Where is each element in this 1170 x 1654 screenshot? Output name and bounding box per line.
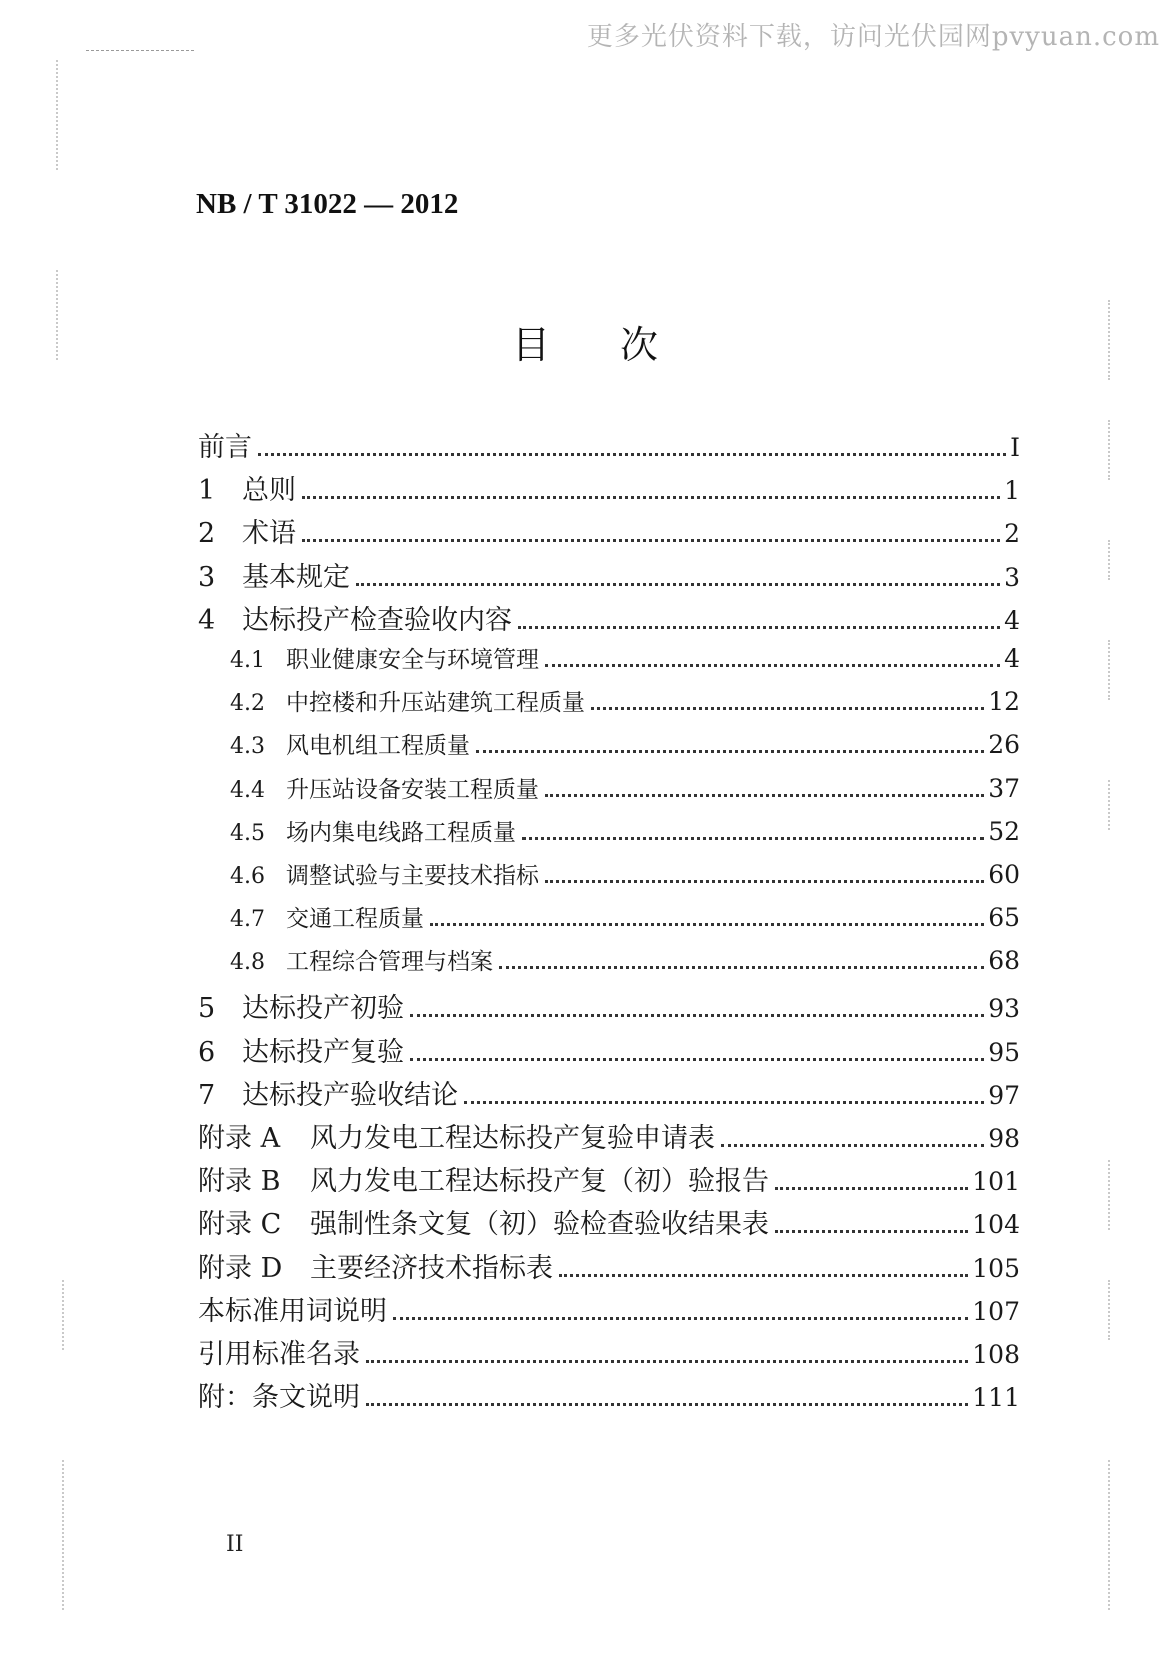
toc-entry-label: 达标投产检查验收内容	[242, 604, 512, 636]
toc-entry	[198, 511, 1020, 554]
toc-dot-leader	[410, 1014, 984, 1017]
scan-edge-mark	[62, 1460, 64, 1610]
toc-dot-leader	[366, 1403, 968, 1406]
toc-dot-leader	[775, 1187, 968, 1190]
toc-entry-page: 101	[972, 1167, 1020, 1197]
toc-entry-number: 2	[198, 518, 216, 550]
toc-entry-number: 7	[198, 1079, 216, 1111]
toc-entry	[198, 1073, 1020, 1116]
toc-entry	[198, 986, 1020, 1029]
toc-dot-leader	[545, 664, 1000, 667]
toc-entry-number: 附录 D	[198, 1252, 283, 1284]
toc-entry-number: 1	[198, 475, 216, 507]
toc-entry-label: 风力发电工程达标投产复验申请表	[310, 1123, 715, 1154]
toc-entry-label: 总则	[242, 475, 296, 507]
toc-entry	[198, 684, 1020, 727]
toc-entry	[198, 425, 1020, 468]
watermark-text: 更多光伏资料下载，访问光伏园网pvyuan.com	[586, 22, 1160, 52]
toc-entry-number: 6	[198, 1036, 216, 1068]
toc-entry-page: 107	[972, 1296, 1020, 1326]
toc-entry-page: 65	[988, 903, 1020, 933]
toc-entry-number: 4.4	[230, 777, 265, 803]
toc-entry-page: 4	[1004, 605, 1020, 635]
toc-entry-page: I	[1010, 433, 1020, 462]
toc-entry-page: 1	[1004, 476, 1020, 506]
toc-entry-label: 达标投产初验	[242, 993, 404, 1025]
toc-entry-number: 4.3	[230, 734, 265, 760]
toc-entry-page: 68	[988, 946, 1020, 976]
toc-entry	[198, 727, 1020, 770]
toc-entry	[198, 468, 1020, 511]
toc-entry	[198, 771, 1020, 814]
toc-entry-page: 105	[972, 1253, 1020, 1283]
toc-entry-number: 附录 B	[198, 1166, 281, 1198]
toc-entry	[198, 641, 1020, 684]
toc-entry-label: 调整试验与主要技术指标	[286, 862, 539, 889]
toc-entry-label: 强制性条文复（初）验检查验收结果表	[310, 1209, 769, 1241]
toc-entry-label: 工程综合管理与档案	[286, 949, 493, 976]
toc-entry-page: 111	[972, 1383, 1020, 1413]
toc-entry-label: 交通工程质量	[286, 906, 424, 933]
toc-dot-leader	[499, 966, 984, 969]
toc-entry	[198, 598, 1020, 641]
scan-edge-mark	[1108, 1160, 1110, 1230]
toc-entry	[198, 900, 1020, 943]
toc-dot-leader	[775, 1230, 968, 1233]
toc-entry-number: 附录 C	[198, 1209, 282, 1241]
toc-dot-leader	[302, 496, 1000, 499]
toc-dot-leader	[302, 539, 1000, 542]
toc-dot-leader	[518, 626, 1000, 629]
toc-dot-leader	[476, 750, 984, 753]
table-of-contents	[198, 425, 1020, 1418]
toc-entry-label: 风电机组工程质量	[286, 733, 470, 760]
toc-dot-leader	[464, 1101, 984, 1104]
toc-entry	[198, 857, 1020, 900]
toc-entry-page: 104	[972, 1210, 1020, 1240]
toc-entry-number: 4.2	[230, 691, 265, 717]
toc-entry	[198, 1375, 1020, 1418]
toc-dot-leader	[393, 1317, 968, 1320]
toc-entry-page: 98	[988, 1124, 1020, 1153]
toc-entry-number: 4.5	[230, 820, 265, 846]
toc-dot-leader	[591, 707, 984, 710]
toc-entry-page: 93	[988, 994, 1020, 1024]
toc-entry-label: 中控楼和升压站建筑工程质量	[286, 690, 585, 717]
scan-edge-mark	[1108, 780, 1110, 830]
toc-entry-label: 基本规定	[242, 561, 350, 593]
toc-entry-page: 4	[1004, 643, 1020, 673]
toc-entry-label: 术语	[242, 518, 296, 550]
scan-edge-mark	[62, 1280, 64, 1350]
toc-entry-label: 风力发电工程达标投产复（初）验报告	[310, 1166, 769, 1198]
toc-dot-leader	[545, 794, 984, 797]
toc-entry	[198, 1116, 1020, 1159]
toc-dot-leader	[721, 1144, 984, 1147]
top-rule	[86, 50, 194, 51]
scan-edge-mark	[1108, 420, 1110, 480]
toc-dot-leader	[522, 837, 984, 840]
toc-entry-number: 4.7	[230, 907, 265, 933]
toc-title: 目次	[511, 323, 728, 367]
toc-entry-label: 场内集电线路工程质量	[286, 819, 516, 846]
toc-entry	[198, 555, 1020, 598]
toc-entry-page: 108	[972, 1339, 1020, 1369]
toc-dot-leader	[258, 453, 1006, 456]
page-number: II	[226, 1532, 244, 1557]
toc-entry-page: 52	[988, 816, 1020, 846]
toc-entry-label: 主要经济技术指标表	[310, 1252, 553, 1284]
scan-edge-mark	[1108, 540, 1110, 580]
toc-entry-label: 达标投产复验	[242, 1036, 404, 1068]
toc-entry-page: 2	[1004, 519, 1020, 549]
toc-entry-number: 3	[198, 561, 216, 593]
toc-entry	[198, 1289, 1020, 1332]
toc-dot-leader	[545, 880, 984, 883]
toc-dot-leader	[356, 583, 1000, 586]
toc-entry-number: 4.8	[230, 950, 265, 976]
toc-entry	[198, 814, 1020, 857]
toc-entry-page: 97	[988, 1080, 1020, 1110]
toc-entry-page: 12	[988, 687, 1020, 717]
toc-entry	[198, 1246, 1020, 1289]
toc-entry-page: 95	[988, 1037, 1020, 1067]
toc-entry	[198, 943, 1020, 986]
toc-entry-label: 引用标准名录	[198, 1338, 360, 1370]
toc-entry-label: 职业健康安全与环境管理	[286, 646, 539, 673]
toc-dot-leader	[366, 1360, 968, 1363]
toc-entry-page: 3	[1004, 562, 1020, 592]
toc-entry-page: 60	[988, 859, 1020, 889]
toc-entry-number: 4.6	[230, 863, 265, 889]
toc-entry-number: 附录 A	[198, 1123, 281, 1154]
standard-code: NB / T 31022 — 2012	[196, 188, 459, 220]
toc-entry	[198, 1030, 1020, 1073]
toc-entry-label: 本标准用词说明	[198, 1295, 387, 1327]
toc-entry	[198, 1202, 1020, 1245]
toc-entry	[198, 1159, 1020, 1202]
toc-entry-page: 26	[988, 730, 1020, 760]
scan-edge-mark	[56, 60, 58, 170]
toc-dot-leader	[430, 923, 984, 926]
toc-entry-label: 附：条文说明	[198, 1382, 360, 1414]
scan-edge-mark	[1108, 1280, 1110, 1340]
toc-entry-label: 前言	[198, 432, 252, 463]
toc-entry-number: 5	[198, 993, 216, 1025]
toc-entry	[198, 1332, 1020, 1375]
toc-dot-leader	[559, 1274, 968, 1277]
toc-entry-number: 4	[198, 604, 216, 636]
toc-entry-label: 升压站设备安装工程质量	[286, 776, 539, 803]
toc-entry-label: 达标投产验收结论	[242, 1079, 458, 1111]
scan-edge-mark	[1108, 1460, 1110, 1610]
toc-entry-page: 37	[988, 773, 1020, 803]
toc-entry-number: 4.1	[230, 647, 265, 673]
scan-edge-mark	[1108, 640, 1110, 700]
toc-dot-leader	[410, 1058, 984, 1061]
